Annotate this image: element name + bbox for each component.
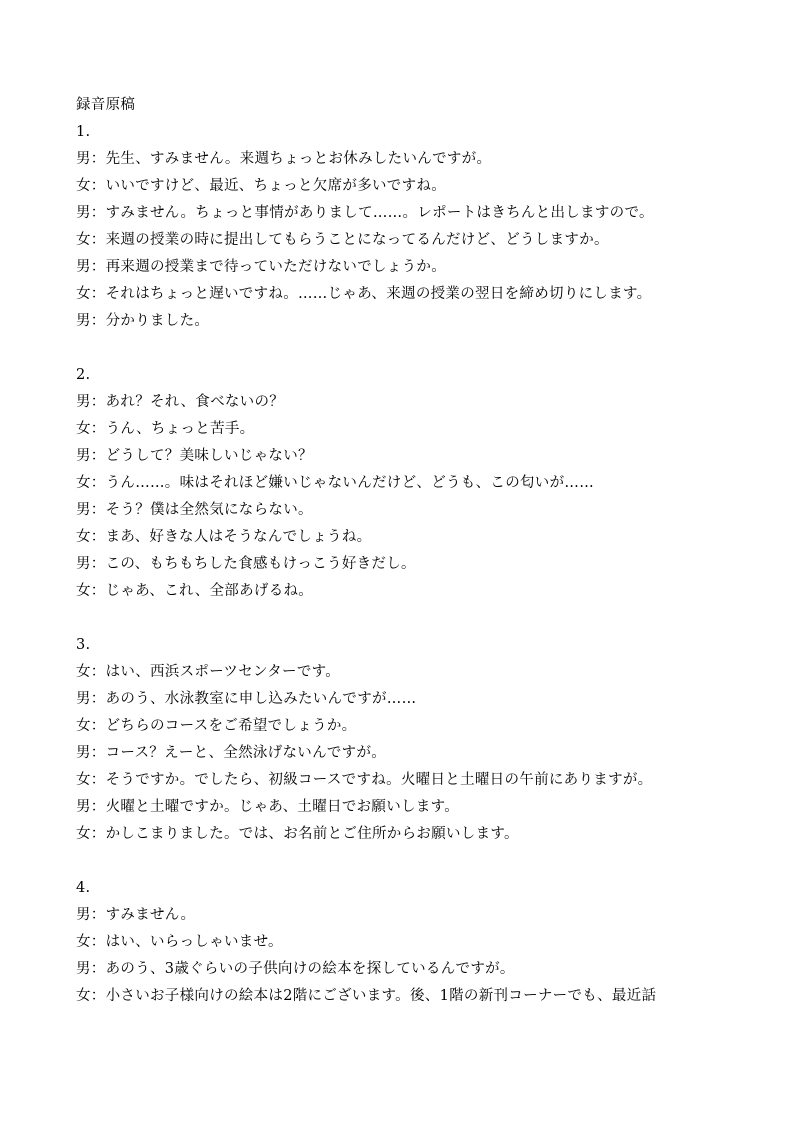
dialogue-line: 男：火曜と土曜ですか。じゃあ、土曜日でお願いします。 xyxy=(76,799,460,815)
dialogue-line: 男：そう？僕は全然気にならない。 xyxy=(76,502,313,518)
dialogue-section-4 xyxy=(76,875,756,1010)
document-title: 録音原稿 xyxy=(76,97,136,113)
section-spacer xyxy=(76,335,756,362)
section-spacer xyxy=(76,605,756,632)
dialogue-line: 男：あのう、3歳ぐらいの子供向けの絵本を探しているんですが。 xyxy=(76,961,515,977)
dialogue-line: 女：じゃあ、これ、全部あげるね。 xyxy=(76,583,314,599)
dialogue-line: 男：すみません。 xyxy=(76,907,196,923)
section-spacer xyxy=(76,848,756,875)
section-number: 1. xyxy=(76,124,91,140)
dialogue-line: 女：はい、いらっしゃいませ。 xyxy=(76,934,283,950)
dialogue-line: 女：小さいお子様向けの絵本は2階にございます。後、1階の新刊コーナーでも、最近話 xyxy=(76,988,657,1004)
dialogue-line: 女：うん……。味はそれほど嫌いじゃないんだけど、どうも、この匂いが…… xyxy=(76,475,594,491)
transcript-body xyxy=(76,92,756,1010)
dialogue-line: 男：再来週の授業まで待っていただけないでしょうか。 xyxy=(76,259,446,275)
dialogue-line: 女：そうですか。でしたら、初級コースですね。火曜日と土曜日の午前にありますが。 xyxy=(76,772,653,788)
section-number: 3. xyxy=(76,637,91,653)
section-number: 4. xyxy=(76,880,91,896)
dialogue-line: 男：あのう、水泳教室に申し込みたいんですが…… xyxy=(76,691,417,707)
dialogue-line: 男：すみません。ちょっと事情がありまして……。レポートはきちんと出しますので。 xyxy=(76,205,654,221)
dialogue-line: 男：先生、すみません。来週ちょっとお休みしたいんですが。 xyxy=(76,151,492,167)
dialogue-section-1 xyxy=(76,119,756,335)
dialogue-line: 男：分かりました。 xyxy=(76,313,210,329)
dialogue-line: 女：いいですけど、最近、ちょっと欠席が多いですね。 xyxy=(76,178,446,194)
dialogue-line: 女：まあ、好きな人はそうなんでしょうね。 xyxy=(76,529,372,545)
dialogue-line: 男：この、もちもちした食感もけっこう好きだし。 xyxy=(76,556,416,572)
dialogue-line: 男：どうして？美味しいじゃない？ xyxy=(76,448,313,464)
dialogue-line: 女：はい、西浜スポーツセンターです。 xyxy=(76,664,341,680)
dialogue-line: 女：うん、ちょっと苦手。 xyxy=(76,421,255,437)
dialogue-section-3 xyxy=(76,632,756,848)
dialogue-line: 女：どちらのコースをご希望でしょうか。 xyxy=(76,718,357,734)
dialogue-line: 女：かしこまりました。では、お名前とご住所からお願いします。 xyxy=(76,826,519,842)
section-number: 2. xyxy=(76,367,91,383)
dialogue-line: 女：それはちょっと遅いですね。……じゃあ、来週の授業の翌日を締め切りにします。 xyxy=(76,286,652,302)
dialogue-line: 女：来週の授業の時に提出してもらうことになってるんだけど、どうしますか。 xyxy=(76,232,609,248)
dialogue-line: 男：あれ？それ、食べないの？ xyxy=(76,394,285,410)
dialogue-line: 男：コース？えーと、全然泳げないんですが。 xyxy=(76,745,387,761)
dialogue-section-2 xyxy=(76,362,756,605)
